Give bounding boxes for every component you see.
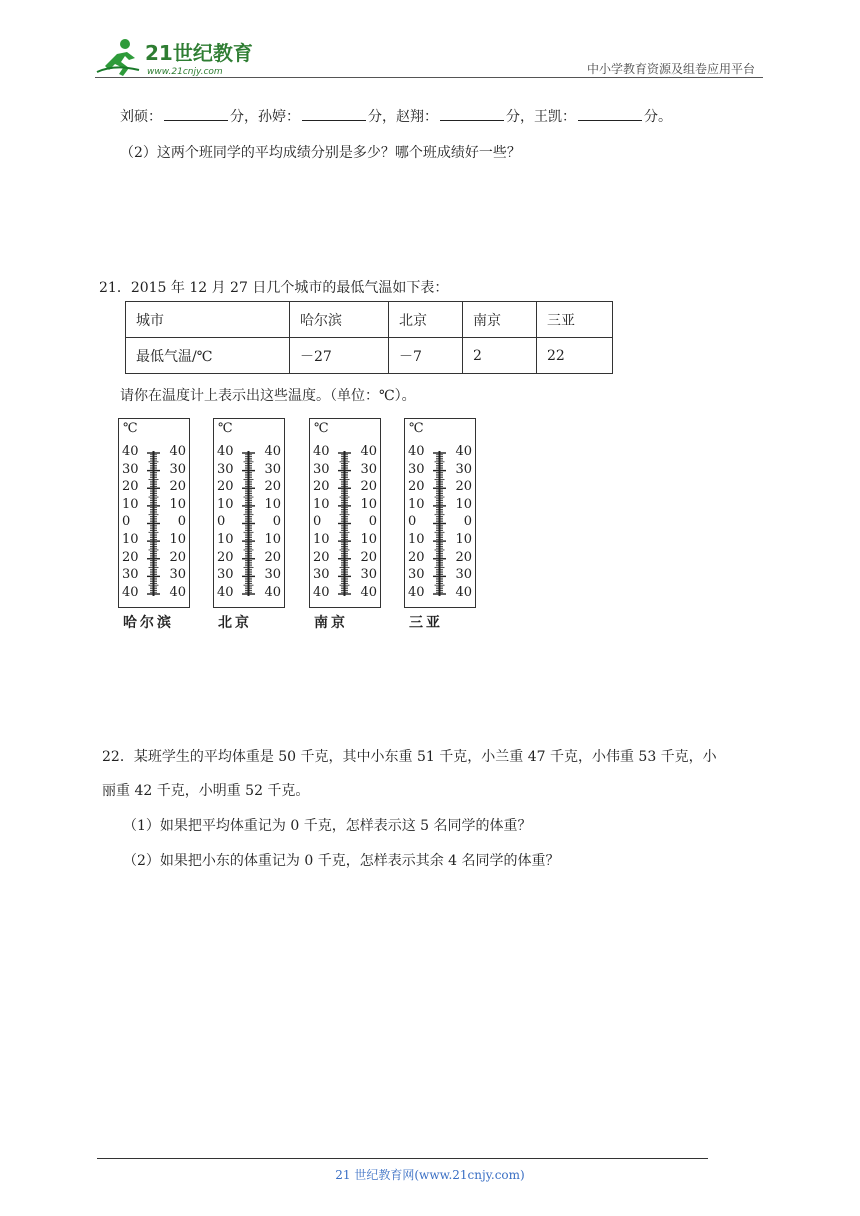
tick-label: 30 [455,461,472,477]
tick-label: 20 [408,549,425,565]
site-logo [95,36,260,80]
tick-label: 10 [313,496,330,512]
table-row: 城市 哈尔滨 北京 南京 三亚 [126,302,613,338]
footer-divider [97,1158,708,1159]
tick-label: 10 [360,532,377,547]
header-divider [95,77,763,78]
tick-label: 40 [455,444,472,459]
tick-label: 30 [408,461,425,477]
tick-label: 40 [360,584,377,600]
tick-label: 30 [217,461,234,477]
tick-label: 40 [217,444,234,459]
tick-label: 30 [264,461,281,477]
tick-label: 20 [455,479,472,495]
tick-label: 30 [122,461,139,477]
unit-label: ℃ [123,421,138,436]
answer-blank[interactable] [440,108,504,121]
thermometer[interactable] [309,418,381,608]
city-label: 三亚 [409,615,443,631]
tick-label: 30 [408,567,425,583]
city-label: 哈尔滨 [123,615,174,631]
q21-instruction: 请你在温度计上表示出这些温度。（单位：℃）。 [120,388,416,404]
tick-label: 20 [360,549,377,565]
city-label: 南京 [314,615,348,631]
city-label: 北京 [218,615,252,631]
q20-part2: （2）这两个班同学的平均成绩分别是多少？哪个班成绩好一些？ [120,145,521,161]
q22-part2: （2）如果把小东的体重记为 0 千克，怎样表示其余 4 名同学的体重？ [123,853,560,869]
tick-label: 20 [217,479,234,495]
tick-label: 20 [169,549,186,565]
tick-label: 10 [264,496,281,512]
table-row: 最低气温/℃ －27 －7 2 22 [126,338,613,374]
tick-label: 0 [408,514,417,530]
q22-line2: 丽重 42 千克，小明重 52 千克。 [102,783,310,799]
tick-label: 30 [360,567,377,583]
tick-label: 10 [264,532,281,547]
tick-label: 20 [264,479,281,495]
tick-label: 40 [313,584,330,600]
tick-label: 20 [122,479,139,495]
tick-label: 0 [313,514,322,530]
tick-label: 20 [313,549,330,565]
tick-label: 30 [455,567,472,583]
svg-text:21世纪教育: 21世纪教育 [145,41,253,65]
tick-label: 0 [177,514,186,530]
tick-label: 40 [169,444,186,459]
temperature-table [125,301,613,374]
thermometer[interactable] [118,418,190,608]
tick-label: 20 [455,549,472,565]
site-name: 中小学教育资源及组卷应用平台 [586,62,755,76]
tick-label: 40 [455,584,472,600]
tick-label: 10 [217,496,234,512]
tick-label: 30 [360,461,377,477]
unit-label: ℃ [314,421,329,436]
unit-label: ℃ [218,421,233,436]
tick-label: 0 [368,514,377,530]
q20-fill-line: 刘硕： 分，孙婷： 分，赵翔： 分，王凯： 分。 [120,109,672,125]
footer-link[interactable]: 21 世纪教育网(www.21cnjy.com) [335,1168,525,1182]
tick-label: 30 [313,461,330,477]
tick-label: 0 [217,514,226,530]
tick-label: 40 [264,584,281,600]
tick-label: 0 [122,514,131,530]
answer-blank[interactable] [164,108,228,121]
thermometer[interactable] [404,418,476,608]
tick-label: 10 [455,496,472,512]
answer-blank[interactable] [302,108,366,121]
tick-label: 20 [360,479,377,495]
q22-part1: （1）如果把平均体重记为 0 千克，怎样表示这 5 名同学的体重？ [123,818,532,834]
tick-label: 40 [360,444,377,459]
tick-label: 30 [313,567,330,583]
tick-label: 20 [264,549,281,565]
tick-label: 40 [264,444,281,459]
thermometer-tube [338,451,351,601]
tick-label: 30 [217,567,234,583]
unit-label: ℃ [409,421,424,436]
thermometer[interactable] [213,418,285,608]
tick-label: 10 [313,532,330,547]
tick-label: 0 [272,514,281,530]
thermometer-tube [147,451,160,601]
answer-blank[interactable] [578,108,642,121]
q21-stem: 21．2015 年 12 月 27 日几个城市的最低气温如下表： [99,280,449,296]
tick-label: 10 [408,496,425,512]
tick-label: 10 [217,532,234,547]
tick-label: 20 [217,549,234,565]
tick-label: 10 [169,532,186,547]
tick-label: 30 [264,567,281,583]
thermometer-tube [433,451,446,601]
tick-label: 40 [169,584,186,600]
tick-label: 20 [408,479,425,495]
tick-label: 30 [169,461,186,477]
thermometer-tube [242,451,255,601]
tick-label: 0 [463,514,472,530]
tick-label: 40 [313,444,330,459]
tick-label: 10 [455,532,472,547]
tick-label: 20 [122,549,139,565]
tick-label: 20 [313,479,330,495]
tick-label: 10 [360,496,377,512]
tick-label: 10 [122,532,139,547]
tick-label: 30 [122,567,139,583]
tick-label: 40 [408,584,425,600]
tick-label: 10 [169,496,186,512]
tick-label: 10 [122,496,139,512]
tick-label: 40 [122,444,139,459]
runner-logo-icon [95,36,260,80]
tick-label: 40 [408,444,425,459]
tick-label: 30 [169,567,186,583]
tick-label: 20 [169,479,186,495]
tick-label: 10 [408,532,425,547]
tick-label: 40 [217,584,234,600]
tick-label: 40 [122,584,139,600]
svg-text:www.21cnjy.com: www.21cnjy.com [147,67,223,77]
q22-line1: 22．某班学生的平均体重是 50 千克，其中小东重 51 千克，小兰重 47 千克，小伟重 53 千克，小 [102,749,717,765]
